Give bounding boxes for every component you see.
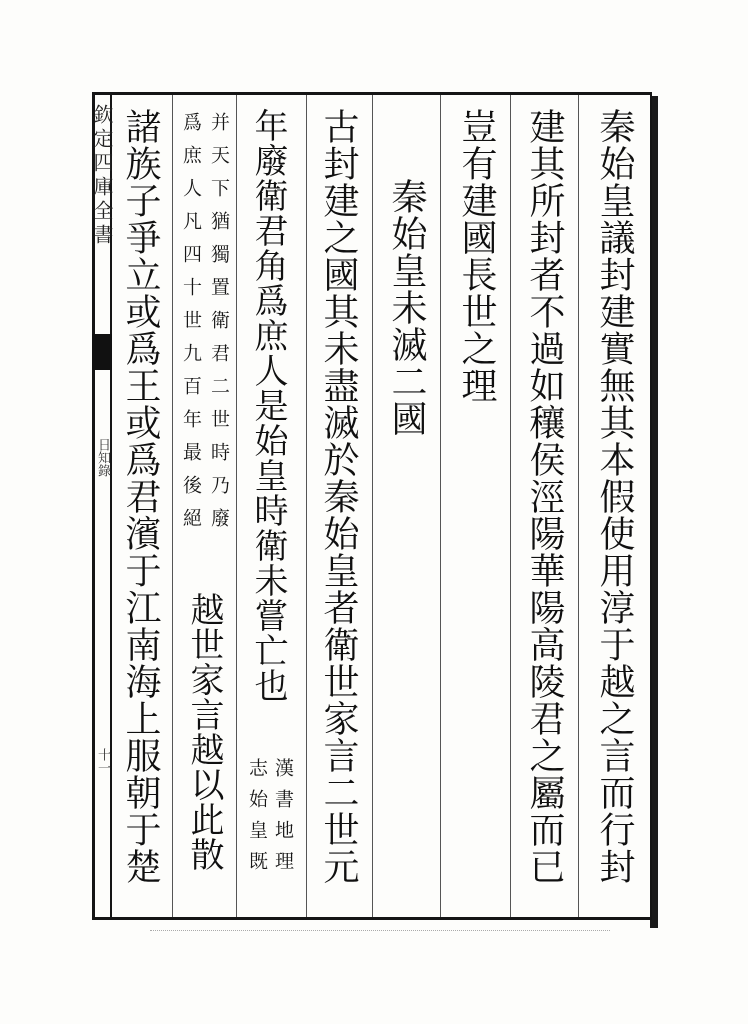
column-rule	[172, 95, 173, 917]
text-column-6: 年廢衛君角爲庶人是始皇時衛未嘗亡也	[248, 108, 288, 703]
margin-book-title: 欽定四庫全書	[90, 104, 114, 248]
text-column-5: 古封建之國其未盡滅於秦始皇者衛世家言二世元	[318, 108, 359, 885]
text-column-2: 建其所封者不過如穰侯涇陽華陽高陵君之屬而已	[524, 108, 565, 885]
text-column-7: 越世家言越以此散	[184, 592, 224, 872]
annotation-7-left: 爲庶人凡四十世九百年最後絕	[180, 112, 202, 541]
column-rule	[306, 95, 307, 917]
column-rule	[440, 95, 441, 917]
annotation-6-left: 志始皇既	[246, 758, 268, 882]
section-heading: 秦始皇未滅二國	[386, 178, 427, 437]
margin-page-number: 十一	[95, 748, 110, 774]
column-rule	[372, 95, 373, 917]
column-rule	[236, 95, 237, 917]
margin-volume-name: 日知錄	[95, 438, 110, 477]
annotation-6-right: 漢書地理	[272, 758, 294, 882]
text-column-3: 豈有建國長世之理	[456, 108, 497, 404]
text-column-1: 秦始皇議封建實無其本假使用淳于越之言而行封	[594, 108, 635, 885]
annotation-7-right: 并天下猶獨置衛君二世時乃廢	[208, 112, 230, 541]
fishtail-mark	[92, 334, 112, 370]
column-rule	[578, 95, 579, 917]
scan-artifact-dots	[150, 930, 610, 933]
text-column-8: 諸族子爭立或爲王或爲君濱于江南海上服朝于楚	[120, 108, 161, 885]
column-rule	[510, 95, 511, 917]
